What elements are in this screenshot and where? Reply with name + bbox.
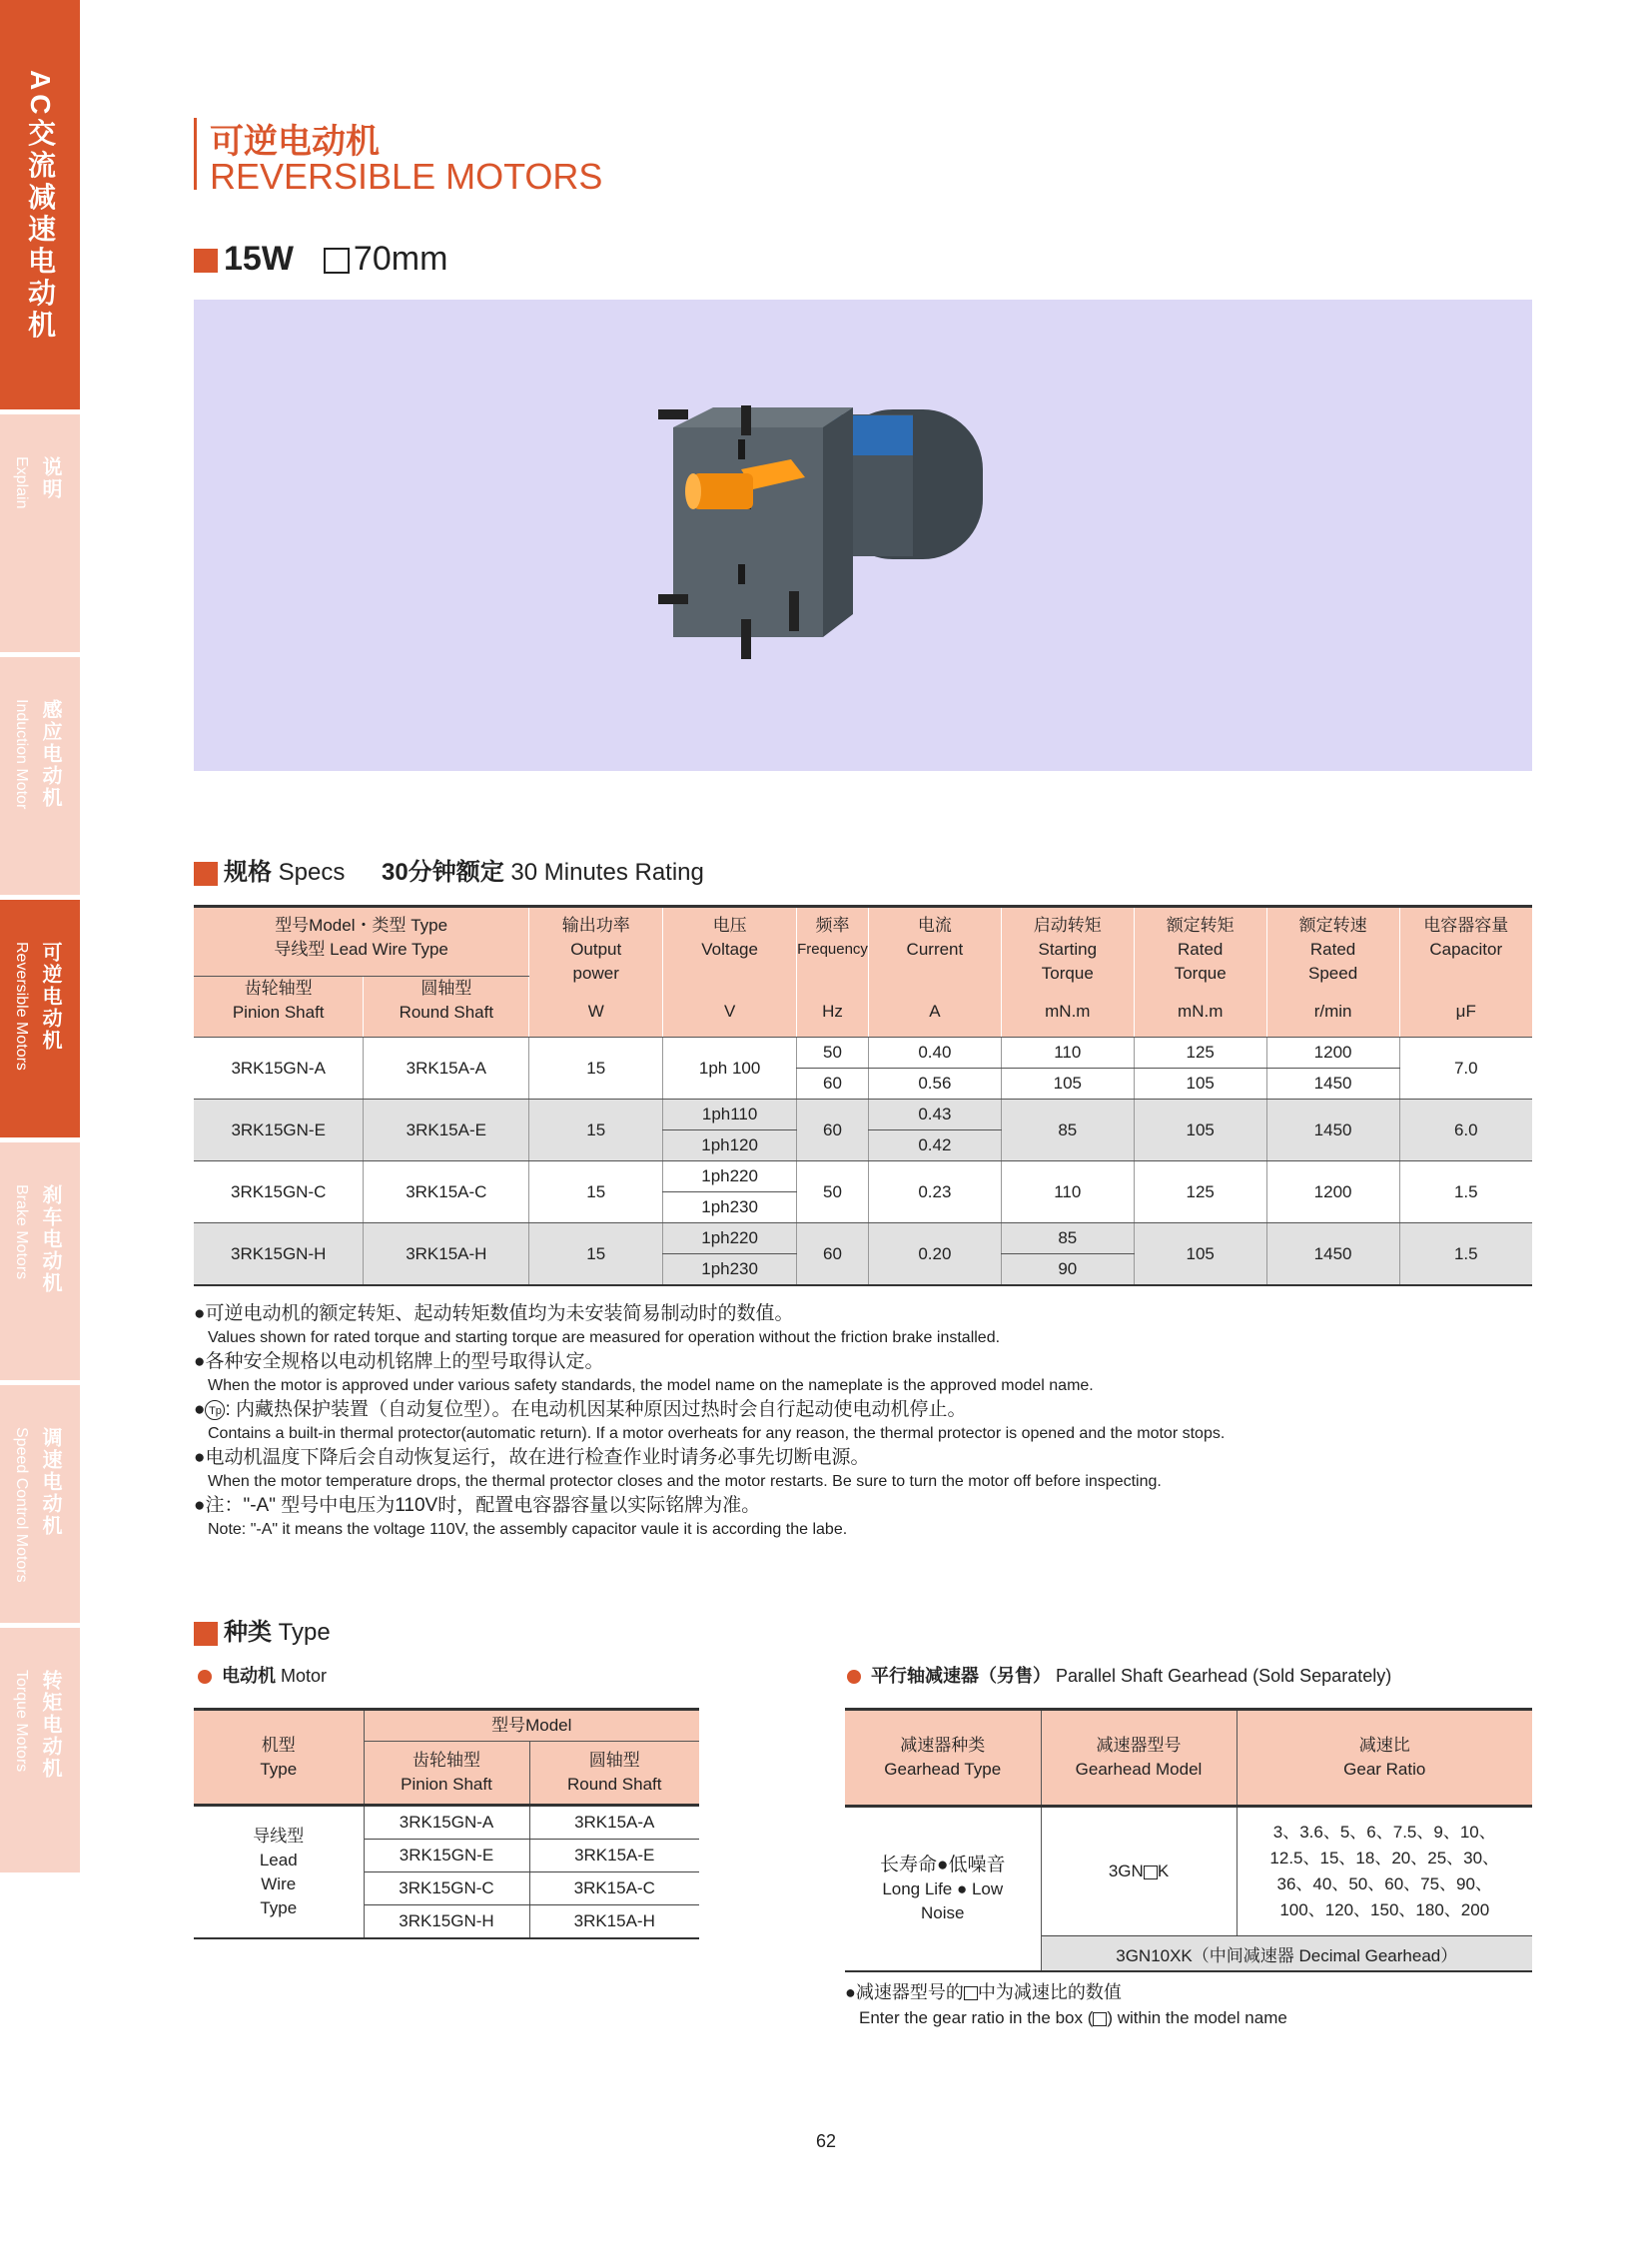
gear-note-zh-pre: ●减速器型号的 <box>845 1982 964 2002</box>
motor-header-type-en: Type <box>260 1759 298 1779</box>
gearhead-table <box>845 1708 1532 1972</box>
cell-current: 0.40 <box>868 1038 1001 1069</box>
page-title-zh: 可逆电动机 <box>210 123 380 161</box>
header-capacitor <box>1399 907 1532 1038</box>
table-row <box>194 1038 1532 1069</box>
type-heading <box>194 1612 331 1647</box>
sidebar-item-en: Explain <box>13 456 30 509</box>
cell-current: 0.56 <box>868 1069 1001 1100</box>
header-frequency <box>797 907 869 1038</box>
type-heading-en: Type <box>278 1619 331 1646</box>
motor-sub-zh: 电动机 <box>222 1666 276 1686</box>
sidebar-item-zh: 可逆电动机 <box>39 942 61 1052</box>
header-round <box>364 977 529 1038</box>
motor-header-pinion-en: Pinion Shaft <box>401 1775 492 1794</box>
header-pinion-zh: 齿轮轴型 <box>244 979 313 998</box>
gear-subheading <box>847 1662 1391 1688</box>
header-rtorque-zh: 额定转矩 <box>1166 916 1235 935</box>
cell-start: 85 <box>1001 1100 1134 1161</box>
ratio-box-icon <box>1144 1866 1158 1879</box>
cell-voltage: 1ph220 <box>663 1223 797 1254</box>
notes <box>194 1302 1532 1542</box>
cell-round: 3RK15A-C <box>364 1161 529 1223</box>
sidebar-item-zh: 刹车电动机 <box>39 1184 61 1294</box>
note-zh: ●电动机温度下降后会自动恢复运行，故在进行检查作业时请务必事先切断电源。 <box>194 1447 870 1468</box>
sidebar-item-en: Torque Motors <box>13 1670 30 1773</box>
gear-ratio-cell <box>1237 1807 1532 1936</box>
note-zh <box>194 1398 1532 1422</box>
motor-header-round <box>529 1742 699 1806</box>
cell-voltage: 1ph110 <box>663 1100 797 1130</box>
gear-ratio-line: 12.5、15、18、20、25、30、 <box>1269 1849 1500 1868</box>
gear-type-en1: Long Life ● Low <box>882 1878 1004 1898</box>
header-starting-torque <box>1001 907 1134 1038</box>
cell-rspeed: 1200 <box>1266 1161 1399 1223</box>
motor-sub-en: Motor <box>281 1666 328 1686</box>
header-rspeed-en1: Rated <box>1309 940 1356 959</box>
motor-type-zh: 导线型 <box>253 1826 305 1846</box>
cell-rtorque: 105 <box>1134 1223 1266 1286</box>
header-freq-en: Frequency <box>797 941 868 958</box>
gear-note <box>845 1979 1287 2031</box>
motor-cell-round: 3RK15A-E <box>529 1840 699 1872</box>
header-start-en1: Starting <box>1038 940 1098 959</box>
ratio-box-icon <box>1093 2012 1107 2026</box>
cell-cap: 6.0 <box>1399 1100 1532 1161</box>
power-label: 15W <box>224 240 294 278</box>
unit-power: W <box>587 1002 604 1021</box>
bullet-glyph: ● <box>194 1399 206 1420</box>
header-power-en2: power <box>572 964 619 983</box>
header-rtorque-en1: Rated <box>1178 940 1224 959</box>
gear-header-type-en: Gearhead Type <box>884 1760 1002 1779</box>
header-voltage <box>663 907 797 1038</box>
sidebar <box>0 0 80 1872</box>
cell-voltage: 1ph220 <box>663 1161 797 1192</box>
header-power-en1: Output <box>570 940 622 959</box>
gear-header-type <box>845 1710 1041 1807</box>
cell-pinion: 3RK15GN-E <box>194 1100 364 1161</box>
motor-cell-round: 3RK15A-A <box>529 1806 699 1840</box>
header-voltage-zh: 电压 <box>712 916 747 935</box>
gear-model-cell <box>1041 1807 1237 1936</box>
note-zh: ●可逆电动机的额定转矩、起动转矩数值均为未安装简易制动时的数值。 <box>194 1303 794 1324</box>
sidebar-item-induction[interactable] <box>0 657 80 895</box>
specs-heading-en: Specs <box>278 859 346 886</box>
cell-round: 3RK15A-A <box>364 1038 529 1100</box>
header-round-en: Round Shaft <box>399 1003 494 1022</box>
cell-power: 15 <box>529 1038 663 1100</box>
motor-header-round-zh: 圆轴型 <box>588 1751 640 1770</box>
unit-start: mN.m <box>1045 1002 1091 1021</box>
cell-current: 0.20 <box>868 1223 1001 1286</box>
note-en: Note: "-A" it means the voltage 110V, the assembly capacitor vaule it is according the labe. <box>208 1521 848 1538</box>
gear-sub-en: Parallel Shaft Gearhead (Sold Separately) <box>1056 1666 1392 1686</box>
motor-cell-pinion: 3RK15GN-H <box>364 1905 529 1939</box>
cell-pinion: 3RK15GN-C <box>194 1161 364 1223</box>
gear-type-zh: 长寿命●低噪音 <box>880 1854 1006 1875</box>
cell-freq: 50 <box>797 1038 869 1069</box>
cell-rtorque: 105 <box>1134 1069 1266 1100</box>
sidebar-item-zh: 说明 <box>39 456 61 500</box>
table-row <box>845 1807 1532 1936</box>
motor-cell-pinion: 3RK15GN-C <box>364 1872 529 1905</box>
product-photo <box>194 300 1532 771</box>
table-row <box>194 1161 1532 1192</box>
header-freq-zh: 频率 <box>815 916 850 935</box>
sidebar-main-tab[interactable] <box>0 0 80 409</box>
gear-model-suffix: K <box>1157 1862 1170 1880</box>
note-en: Contains a built-in thermal protector(automatic return). If a motor overheats for any reason, the thermal protector is opened and the motor stops. <box>208 1425 1226 1442</box>
cell-voltage: 1ph120 <box>663 1130 797 1161</box>
header-current-zh: 电流 <box>917 916 952 935</box>
header-model <box>194 907 529 977</box>
title-accent-bar <box>194 118 197 190</box>
cell-cap: 7.0 <box>1399 1038 1532 1100</box>
cell-pinion: 3RK15GN-H <box>194 1223 364 1286</box>
cell-voltage: 1ph230 <box>663 1254 797 1286</box>
header-round-zh: 圆轴型 <box>420 979 472 998</box>
gear-header-ratio <box>1237 1710 1532 1807</box>
cell-cap: 1.5 <box>1399 1223 1532 1286</box>
table-row <box>194 1100 1532 1130</box>
cell-start: 110 <box>1001 1161 1134 1223</box>
sidebar-item-zh: 感应电动机 <box>39 699 61 809</box>
motor-type-en1: Lead <box>259 1850 298 1869</box>
header-cap-zh: 电容器容量 <box>1423 916 1509 935</box>
size-label: 70mm <box>353 240 448 278</box>
gear-type-cell <box>845 1807 1041 1972</box>
motor-cell-round: 3RK15A-H <box>529 1905 699 1939</box>
header-voltage-en: Voltage <box>701 940 758 959</box>
motor-header-round-en: Round Shaft <box>566 1775 662 1794</box>
cell-start: 85 <box>1001 1223 1134 1254</box>
cell-rspeed: 1450 <box>1266 1223 1399 1286</box>
gear-model-prefix: 3GN <box>1108 1862 1144 1880</box>
cell-pinion: 3RK15GN-A <box>194 1038 364 1100</box>
spec-table <box>194 905 1532 1286</box>
gear-header-model <box>1041 1710 1237 1807</box>
sidebar-item-en: Speed Control Motors <box>13 1427 30 1583</box>
cell-start: 110 <box>1001 1038 1134 1069</box>
gear-header-ratio-zh: 减速比 <box>1358 1736 1410 1755</box>
cell-current: 0.42 <box>868 1130 1001 1161</box>
note-zh: ●注："-A" 型号中电压为110V时，配置电容器容量以实际铭牌为准。 <box>194 1495 761 1516</box>
header-pinion-en: Pinion Shaft <box>232 1003 325 1022</box>
square-marker-icon <box>194 1622 218 1646</box>
motor-header-pinion-zh: 齿轮轴型 <box>413 1751 480 1770</box>
unit-freq: Hz <box>822 1002 843 1021</box>
bullet-icon <box>847 1670 861 1684</box>
cell-rtorque: 125 <box>1134 1161 1266 1223</box>
header-current <box>868 907 1001 1038</box>
cell-rspeed: 1450 <box>1266 1100 1399 1161</box>
square-outline-icon <box>324 248 350 274</box>
cell-freq: 60 <box>797 1223 869 1286</box>
rating-heading-en: 30 Minutes Rating <box>510 859 704 886</box>
motor-type-en3: Type <box>260 1897 298 1917</box>
motor-cell-round: 3RK15A-C <box>529 1872 699 1905</box>
header-rated-speed <box>1266 907 1399 1038</box>
gear-note-en <box>845 2005 1287 2031</box>
gear-header-ratio-en: Gear Ratio <box>1343 1760 1426 1779</box>
cell-rtorque: 105 <box>1134 1100 1266 1161</box>
sidebar-item-torque[interactable] <box>0 1628 80 1872</box>
header-rtorque-en2: Torque <box>1174 964 1227 983</box>
cell-freq: 60 <box>797 1100 869 1161</box>
header-leadwire-label: 导线型 Lead Wire Type <box>274 940 448 959</box>
cell-power: 15 <box>529 1223 663 1286</box>
header-pinion <box>194 977 364 1038</box>
gear-ratio-line: 36、40、50、60、75、90、 <box>1276 1874 1492 1893</box>
gear-header-type-zh: 减速器种类 <box>900 1736 986 1755</box>
header-model-label: 型号Model・类型 Type <box>275 916 448 935</box>
ratio-box-icon <box>964 1986 978 2000</box>
note-en: When the motor temperature drops, the thermal protector closes and the motor restarts. Be sure to turn the motor off before inspecting. <box>208 1473 1162 1490</box>
gear-sub-zh: 平行轴减速器（另售） <box>871 1666 1051 1686</box>
cell-start: 90 <box>1001 1254 1134 1286</box>
cell-cap: 1.5 <box>1399 1161 1532 1223</box>
sidebar-item-en: Induction Motor <box>13 699 30 810</box>
page-title-en: REVERSIBLE MOTORS <box>210 156 603 197</box>
table-row <box>194 1223 1532 1254</box>
page-number: 62 <box>815 2131 837 2151</box>
cell-voltage: 1ph 100 <box>663 1038 797 1100</box>
motor-type-cell <box>194 1806 364 1939</box>
motor-header-type-zh: 机型 <box>261 1735 296 1755</box>
table-row <box>194 1806 699 1840</box>
unit-voltage: V <box>723 1002 736 1021</box>
motor-header-model: 型号Model <box>364 1710 699 1742</box>
cell-current: 0.23 <box>868 1161 1001 1223</box>
gear-ratio-line: 3、3.6、5、6、7.5、9、10、 <box>1272 1823 1496 1842</box>
square-marker-icon <box>194 249 218 273</box>
cell-start: 105 <box>1001 1069 1134 1100</box>
sidebar-item-en: Brake Motors <box>13 1184 30 1280</box>
sidebar-item-zh: 调速电动机 <box>39 1427 61 1537</box>
cell-rspeed: 1450 <box>1266 1069 1399 1100</box>
cell-power: 15 <box>529 1100 663 1161</box>
header-cap-en: Capacitor <box>1429 940 1503 959</box>
header-power <box>529 907 663 1038</box>
cell-power: 15 <box>529 1161 663 1223</box>
header-power-zh: 输出功率 <box>561 916 630 935</box>
cell-rtorque: 125 <box>1134 1038 1266 1069</box>
specs-heading-zh: 规格 <box>224 859 272 886</box>
bullet-icon <box>198 1670 212 1684</box>
motor-subheading <box>198 1662 327 1688</box>
sidebar-item-reversible[interactable] <box>0 900 80 1137</box>
cell-current: 0.43 <box>868 1100 1001 1130</box>
motor-image <box>194 300 1532 771</box>
gear-type-en2: Noise <box>921 1902 965 1922</box>
cell-freq: 60 <box>797 1069 869 1100</box>
sidebar-item-speed-control[interactable] <box>0 1385 80 1623</box>
cell-round: 3RK15A-H <box>364 1223 529 1286</box>
sidebar-item-en: Reversible Motors <box>13 942 30 1071</box>
gear-header-model-zh: 减速器型号 <box>1096 1736 1182 1755</box>
cell-voltage: 1ph230 <box>663 1192 797 1223</box>
header-start-en2: Torque <box>1041 964 1094 983</box>
motor-header-type <box>194 1710 364 1806</box>
note-en: When the motor is approved under various safety standards, the model name on the nameplate is the approved model name. <box>208 1377 1094 1394</box>
motor-cell-pinion: 3RK15GN-E <box>364 1840 529 1872</box>
gear-ratio-line: 100、120、150、180、200 <box>1279 1900 1490 1919</box>
cell-round: 3RK15A-E <box>364 1100 529 1161</box>
motor-table <box>194 1708 699 1939</box>
sidebar-main-label: AC交流减速电动机 <box>25 70 56 343</box>
header-rated-torque <box>1134 907 1266 1038</box>
motor-header-pinion <box>364 1742 529 1806</box>
header-current-en: Current <box>906 940 964 959</box>
square-marker-icon <box>194 862 218 886</box>
power-size-heading <box>194 240 447 279</box>
header-start-zh: 启动转矩 <box>1033 916 1102 935</box>
unit-cap: μF <box>1455 1002 1476 1021</box>
rating-heading-zh: 30分钟额定 <box>382 859 504 886</box>
gear-note-en-pre: Enter the gear ratio in the box ( <box>859 2008 1094 2027</box>
gear-note-en-post: ) within the model name <box>1107 2008 1287 2027</box>
note-zh-text: : 内藏热保护装置（自动复位型）。在电动机因某种原因过热时会自行起动使电动机停止。 <box>225 1399 967 1420</box>
sidebar-item-brake[interactable] <box>0 1142 80 1380</box>
motor-type-en2: Wire <box>261 1873 297 1893</box>
gear-note-zh-post: 中为减速比的数值 <box>977 1982 1122 2002</box>
header-rspeed-zh: 额定转速 <box>1298 916 1367 935</box>
header-rspeed-en2: Speed <box>1308 964 1358 983</box>
unit-rspeed: r/min <box>1313 1002 1352 1021</box>
note-zh: ●各种安全规格以电动机铭牌上的型号取得认定。 <box>194 1351 604 1372</box>
sidebar-item-explain[interactable] <box>0 414 80 652</box>
thermal-protector-icon: Tp <box>205 1400 225 1420</box>
type-heading-zh: 种类 <box>224 1619 272 1646</box>
sidebar-item-zh: 转矩电动机 <box>39 1670 61 1780</box>
specs-heading <box>194 852 704 887</box>
cell-freq: 50 <box>797 1161 869 1223</box>
unit-current: A <box>929 1002 941 1021</box>
cell-rspeed: 1200 <box>1266 1038 1399 1069</box>
unit-rtorque: mN.m <box>1178 1002 1224 1021</box>
gear-decimal-cell: 3GN10XK（中间减速器 Decimal Gearhead） <box>1041 1936 1532 1972</box>
gear-note-zh <box>845 1979 1287 2005</box>
motor-cell-pinion: 3RK15GN-A <box>364 1806 529 1840</box>
note-en: Values shown for rated torque and starting torque are measured for operation without the friction brake installed. <box>208 1329 1001 1346</box>
gear-header-model-en: Gearhead Model <box>1075 1760 1203 1779</box>
